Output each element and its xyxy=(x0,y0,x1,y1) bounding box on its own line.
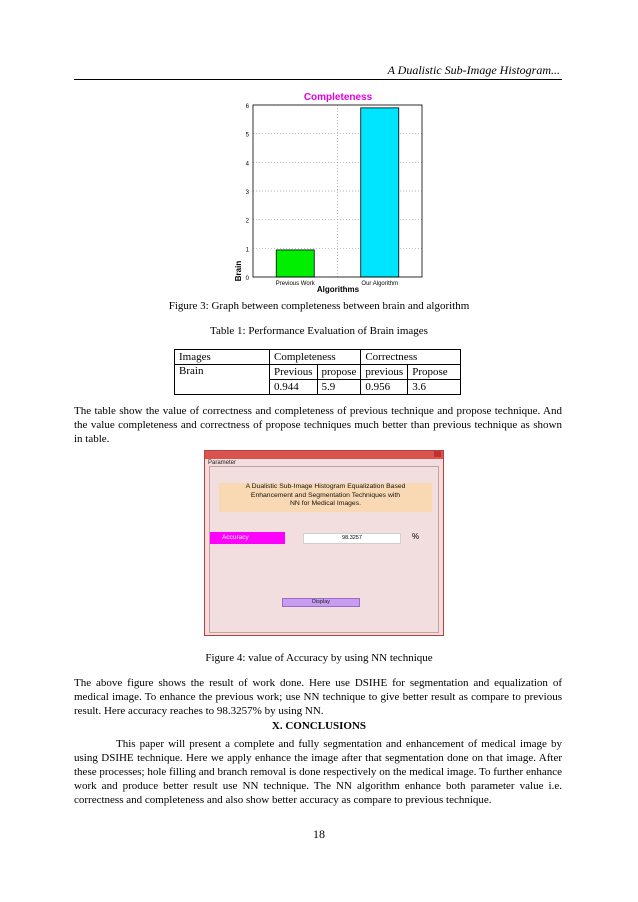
y-tick-label: 0 xyxy=(245,276,249,282)
y-tick-label: 5 xyxy=(245,132,249,139)
cell-propose-label: propose xyxy=(317,365,361,380)
paragraph-results: The above figure shows the result of work done. Here use DSIHE for segmentation and equalization of medical image. To enhance the previous work; use NN technique to give better result as compare to previous result. Here accuracy reaches to 98.3257% by using NN. xyxy=(74,677,562,717)
cell-value: 0.944 xyxy=(270,380,318,395)
window-close-button[interactable] xyxy=(434,451,441,457)
heading-line: NN for Medical Images. xyxy=(289,500,361,507)
y-tick-label: 1 xyxy=(245,247,249,254)
paragraph-conclusions: This paper will present a complete and fully segmentation and enhancement of medical image by using DSIHE technique. Here we apply enhance the image after that segmentation done on that image. After these processes; hole filling and branch removal is done respectively on the medical image. To further enhance work and produce better result use NN technique. The NN algorithm enhance both parameter value i.e. correctness and completeness and also show better accuracy as compare to previous technique. xyxy=(74,738,562,806)
parameter-panel-label: Parameter xyxy=(208,460,237,466)
paragraph-table-discussion: The table show the value of correctness and completeness of previous technique and propose technique. And the value completeness and correctness of propose techniques much better than previous technique as shown in table. xyxy=(74,405,562,445)
table-row xyxy=(175,365,461,380)
header-completeness: Completeness xyxy=(270,350,361,365)
accuracy-value-field[interactable]: 98.3257 xyxy=(303,533,401,544)
display-button[interactable]: Display xyxy=(282,598,360,607)
accuracy-label: Accuracy xyxy=(210,532,285,544)
x-tick-label: Previous Work xyxy=(275,281,315,287)
y-tick-label: 2 xyxy=(245,218,249,225)
window-title-bar xyxy=(205,451,443,459)
y-tick-label: 4 xyxy=(245,161,249,168)
header-correctness: Correctness xyxy=(361,350,461,365)
header-images: Images xyxy=(175,350,270,365)
chart-y-label: Brain xyxy=(234,260,243,282)
page-number: 18 xyxy=(313,827,325,841)
y-tick-label: 6 xyxy=(245,104,249,110)
cell-value: 0.956 xyxy=(361,380,408,395)
heading-line: A Dualistic Sub-Image Histogram Equalization Based xyxy=(245,483,406,490)
performance-table xyxy=(174,349,461,395)
cell-value: 3.6 xyxy=(408,380,461,395)
bar xyxy=(276,250,314,277)
section-title: X. CONCLUSIONS xyxy=(271,720,367,732)
cell-value: 5.9 xyxy=(317,380,361,395)
table-header-row xyxy=(175,350,461,365)
accuracy-window xyxy=(204,450,444,636)
completeness-chart xyxy=(0,80,638,300)
chart-title: Completeness xyxy=(303,92,373,103)
cell-previous-label: previous xyxy=(361,365,408,380)
accuracy-unit: % xyxy=(412,532,420,541)
chart-svg xyxy=(0,80,638,300)
table1-caption: Table 1: Performance Evaluation of Brain images xyxy=(210,325,428,337)
x-tick-label: Our Algorithm xyxy=(361,281,399,287)
figure3-caption: Figure 3: Graph between completeness between brain and algorithm xyxy=(168,300,470,312)
bar xyxy=(361,108,399,277)
cell-propose-label: Propose xyxy=(408,365,461,380)
chart-x-label: Algorithms xyxy=(316,285,360,294)
heading-line: Enhancement and Segmentation Techniques with xyxy=(250,491,401,499)
cell-brain: Brain xyxy=(175,365,270,395)
running-title: A Dualistic Sub-Image Histogram... xyxy=(387,63,560,77)
y-tick-label: 3 xyxy=(245,190,249,196)
cell-previous-label: Previous xyxy=(270,365,318,380)
figure4-caption: Figure 4: value of Accuracy by using NN technique xyxy=(205,652,433,664)
window-heading xyxy=(219,483,432,509)
